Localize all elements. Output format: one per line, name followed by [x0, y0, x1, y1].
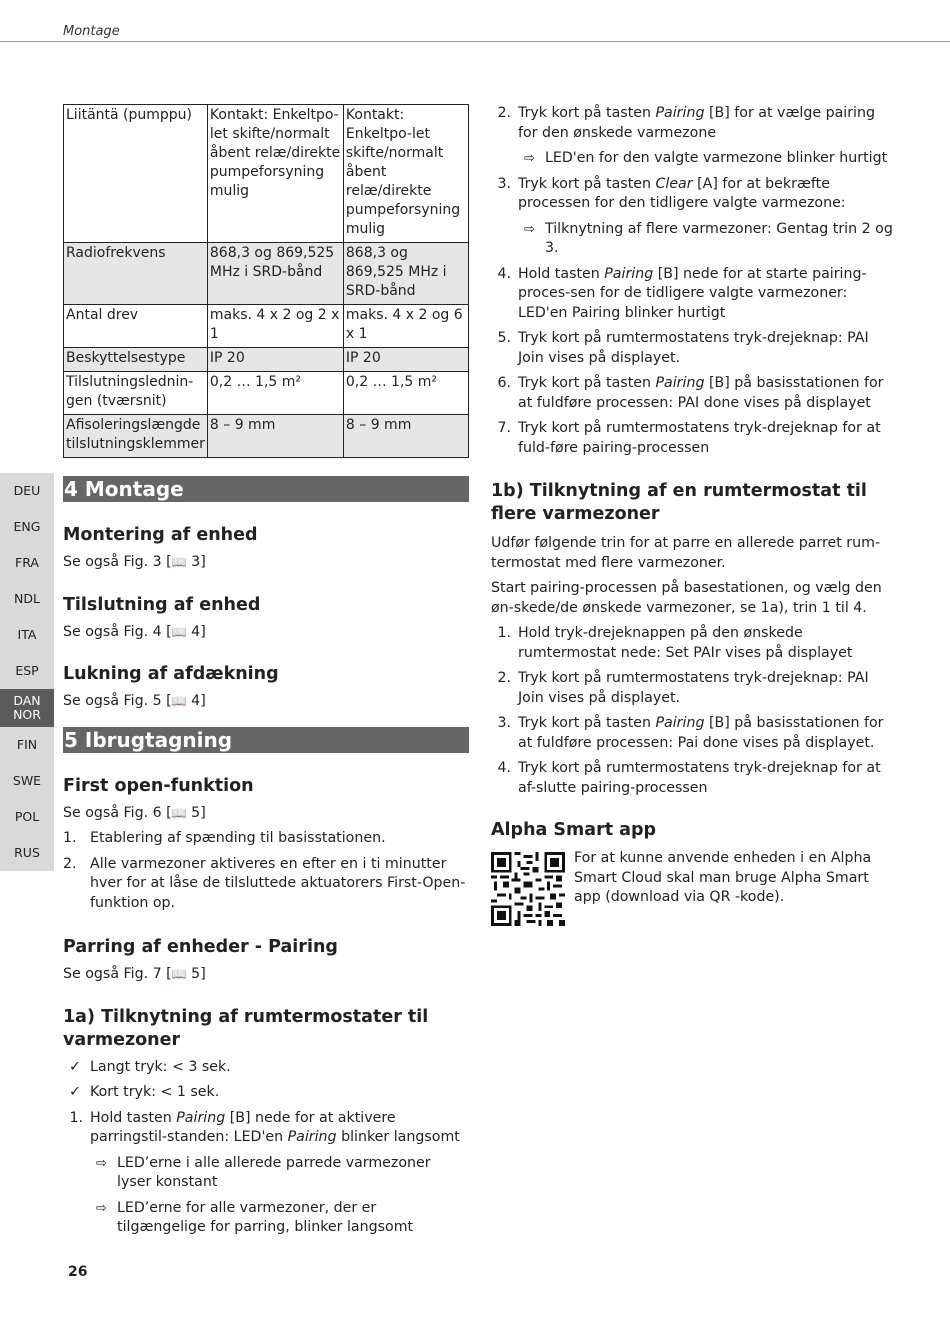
- table-cell-value: maks. 4 x 2 og 6 x 1: [343, 305, 468, 348]
- lang-tab-fin[interactable]: FIN: [16, 737, 38, 752]
- steps-1a-step4-7: [491, 265, 895, 459]
- table-cell-label: Antal drev: [64, 305, 208, 348]
- language-tabs: [0, 473, 54, 871]
- heading-first-open: First open-funktion: [63, 775, 254, 796]
- section-heading-montage: 4 Montage: [63, 476, 469, 502]
- heading-1b: 1b) Tilknytning af en rumtermostat til flere varmezoner: [491, 481, 867, 524]
- heading-tilslutning: Tilslutning af enhed: [63, 594, 261, 615]
- list-item: ⇨ LED’erne for alle varmezoner, der er tilgængelige for parring, blinker langsomt: [96, 1199, 414, 1235]
- table-row: [64, 105, 469, 243]
- check-icon: ✓: [69, 1084, 81, 1100]
- results-1a: [63, 1154, 469, 1238]
- list-item: ⇨ LED'en for den valgte varmezone blinker hurtigt: [491, 149, 895, 169]
- heading-lukning: Lukning af afdækning: [63, 664, 279, 684]
- heading-montering: Montering af enhed: [63, 525, 258, 545]
- arrow-right-icon: ⇨: [524, 221, 535, 237]
- lang-tab-eng[interactable]: ENG: [13, 519, 41, 534]
- table-cell-value: 868,3 og 869,525 MHz i SRD-bånd: [343, 243, 468, 305]
- steps-1a: [63, 1109, 469, 1148]
- lang-tab-deu[interactable]: DEU: [13, 483, 41, 498]
- lang-dan: DAN: [13, 693, 41, 708]
- paragraph-1b-start: Start pairing-processen på basestationen, og vælg den øn-skede/de ønskede varmezoner, se 1a), trin 1 til 4.: [491, 580, 882, 616]
- steps-1a-step3: [491, 175, 895, 214]
- list-item: 2. Alle varmezoner aktiveres en efter en i ti minutter hver for at låse de tilsluttede aktuatorers First-Open-funktion op.: [63, 855, 466, 911]
- list-item: ✓ Kort tryk: < 1 sek.: [63, 1083, 469, 1103]
- lang-tab-fra[interactable]: FRA: [15, 555, 39, 570]
- table-cell-label: Beskyttelsestype: [64, 348, 208, 372]
- book-icon: 📖: [171, 694, 187, 708]
- heading-alpha-app: Alpha Smart app: [491, 820, 657, 840]
- table-cell-label: Liitäntä (pumppu): [64, 105, 208, 243]
- ref-montering: Se også Fig. 3 [📖 3]: [63, 554, 206, 570]
- check-list: [63, 1058, 469, 1103]
- steps-1b: [491, 624, 895, 798]
- list-item: 7. Tryk kort på rumtermostatens tryk-drejeknap for at fuld-føre pairing-processen: [497, 420, 881, 456]
- table-cell-value: 0,2 … 1,5 m²: [207, 372, 343, 415]
- table-cell-value: Kontakt: Enkeltpo-let skifte/normalt åbent relæ/direkte pumpeforsyning mulig: [207, 105, 343, 243]
- lang-nor: NOR: [13, 707, 41, 722]
- section-heading-ibrugtagning: 5 Ibrugtagning: [63, 727, 469, 753]
- lang-tab-pol[interactable]: POL: [14, 809, 40, 824]
- list-item: 6. Tryk kort på tasten Pairing [B] på basisstationen for at fuldføre processen: PAI done vises på displayet: [497, 375, 884, 411]
- running-header: Montage: [63, 24, 120, 39]
- list-item: 4. Tryk kort på rumtermostatens tryk-drejeknap for at af-slutte pairing-processen: [497, 760, 881, 796]
- right-column: [491, 104, 895, 928]
- table-cell-value: Kontakt: Enkeltpo-let skifte/normalt åbent relæ/direkte pumpeforsyning mulig: [343, 105, 468, 243]
- page-number: 26: [68, 1264, 88, 1280]
- table-cell-value: maks. 4 x 2 og 2 x 1: [207, 305, 343, 348]
- list-item: ✓ Langt tryk: < 3 sek.: [63, 1058, 469, 1078]
- arrow-right-icon: ⇨: [524, 151, 535, 166]
- list-item: ⇨ Tilknytning af flere varmezoner: Gentag trin 2 og 3.: [524, 220, 893, 256]
- table-cell-value: 868,3 og 869,525 MHz i SRD-bånd: [207, 243, 343, 305]
- alpha-app-block: [491, 852, 895, 928]
- check-icon: ✓: [69, 1058, 81, 1075]
- alpha-app-text: For at kunne anvende enheden i en Alpha Smart Cloud skal man bruge Alpha Smart app (download via QR -kode).: [574, 850, 872, 905]
- steps-1a-continued: [491, 104, 895, 143]
- results-step3: [491, 220, 895, 259]
- arrow-right-icon: ⇨: [96, 1200, 107, 1216]
- book-icon: 📖: [171, 624, 187, 639]
- table-row: [64, 348, 469, 372]
- book-icon: 📖: [171, 555, 187, 569]
- arrow-right-icon: ⇨: [96, 1155, 107, 1171]
- list-item: 1. Hold tryk-drejeknappen på den ønskede rumtermostat nede: Set PAIr vises på displayet: [497, 625, 853, 661]
- list-item: 5. Tryk kort på rumtermostatens tryk-drejeknap: PAI Join vises på displayet.: [497, 330, 869, 366]
- table-row: [64, 372, 469, 415]
- first-open-steps: [63, 829, 469, 913]
- list-item: 2. Tryk kort på tasten Pairing [B] for at vælge pairing for den ønskede varmezone: [497, 105, 875, 141]
- table-cell-value: 8 – 9 mm: [343, 415, 468, 458]
- table-cell-value: 0,2 … 1,5 m²: [343, 372, 468, 415]
- header-rule: [0, 41, 950, 42]
- table-cell-value: IP 20: [207, 348, 343, 372]
- ref-tilslutning: Se også Fig. 4 [📖 4]: [63, 623, 206, 640]
- lang-tab-swe[interactable]: SWE: [12, 773, 42, 788]
- list-item: 2. Tryk kort på rumtermostatens tryk-drejeknap: PAI Join vises på displayet.: [497, 670, 869, 706]
- book-icon: 📖: [171, 967, 187, 981]
- table-cell-label: Radiofrekvens: [64, 243, 208, 305]
- table-cell-label: Afisoleringslængde tilslutningsklemmer: [64, 415, 208, 458]
- ref-lukning: Se også Fig. 5 [📖 4]: [63, 693, 206, 709]
- lang-tab-ita[interactable]: ITA: [17, 627, 37, 642]
- table-cell-label: Tilslutningslednin-gen (tværsnit): [64, 372, 208, 415]
- lang-tab-dan-nor[interactable]: [0, 689, 54, 727]
- heading-parring: Parring af enheder - Pairing: [63, 937, 338, 957]
- lang-tab-rus[interactable]: RUS: [14, 845, 40, 860]
- spec-table: [63, 104, 469, 458]
- paragraph-1b-intro: Udfør følgende trin for at parre en allerede parret rum-termostat med flere varmezoner.: [491, 535, 881, 571]
- lang-tab-esp[interactable]: ESP: [15, 663, 39, 678]
- list-item: 3. Tryk kort på tasten Clear [A] for at bekræfte processen for den tidligere valgte varmezone:: [497, 175, 846, 211]
- list-item: ⇨ LED’erne i alle allerede parrede varmezoner lyser konstant: [96, 1154, 431, 1190]
- table-row: [64, 243, 469, 305]
- heading-1a: 1a) Tilknytning af rumtermostater til varmezoner: [63, 1006, 429, 1050]
- table-cell-value: IP 20: [343, 348, 468, 372]
- list-item: 4. Hold tasten Pairing [B] nede for at starte pairing-proces-sen for de tidligere valgte varmezoner: LED'en Pairing blinker hurtigt: [497, 265, 867, 321]
- left-column: [63, 104, 469, 1238]
- list-item: 3. Tryk kort på tasten Pairing [B] på basisstationen for at fuldføre processen: Pai done vises på displayet.: [497, 715, 884, 751]
- table-row: [64, 305, 469, 348]
- table-row: [64, 415, 469, 458]
- book-icon: 📖: [171, 805, 187, 820]
- ref-parring: Se også Fig. 7 [📖 5]: [63, 966, 206, 982]
- table-cell-value: 8 – 9 mm: [207, 415, 343, 458]
- lang-tab-ndl[interactable]: NDL: [14, 591, 40, 606]
- ref-first-open: Se også Fig. 6 [📖 5]: [63, 804, 206, 821]
- results-step2: [491, 149, 895, 169]
- qr-code-icon[interactable]: [491, 852, 565, 926]
- list-item: 1. Etablering af spænding til basisstationen.: [63, 830, 386, 846]
- list-item: 1. Hold tasten Pairing [B] nede for at aktivere parringstil-standen: LED'en Pairing blinker langsomt: [69, 1109, 460, 1145]
